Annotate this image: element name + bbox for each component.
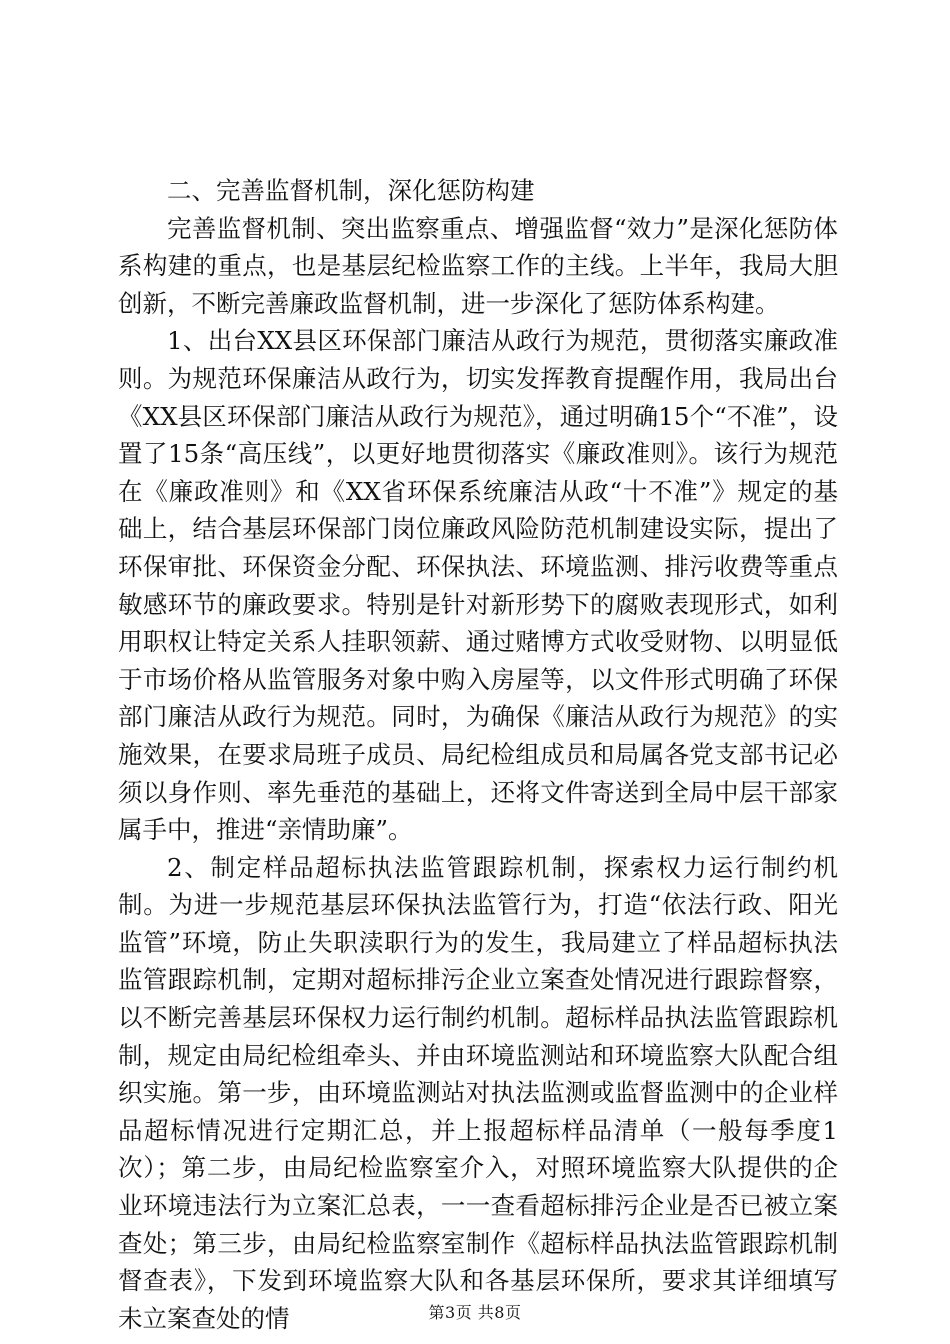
section-heading: 二、完善监督机制，深化惩防构建 [167,176,535,205]
paragraph-item-1: 1、出台XX县区环保部门廉洁从政行为规范，贯彻落实廉政准则。为规范环保廉洁从政行为，切实发挥教育提醒作用，我局出台《XX县区环保部门廉洁从政行为规范》，通过明确15个“不准”，设置了15条“高压线”，以更好地贯彻落实《廉政准则》。该行为规范在《廉政准则》和《XX省环保系统廉洁从政“十不准”》规定的基础上，结合基层环保部门岗位廉政风险防范机制建设实际，提出了环保审批、环保资金分配、环保执法、环境监测、排污收费等重点敏感环节的廉政要求。特别是针对新形势下的腐败表现形式，如利用职权让特定关系人挂职领薪、通过赌博方式收受财物、以明显低于市场价格从监管服务对象中购入房屋等，以文件形式明确了环保部门廉洁从政行为规范。同时，为确保《廉洁从政行为规范》的实施效果，在要求局班子成员、局纪检组成员和局属各党支部书记必须以身作则、率先垂范的基础上，还将文件寄送到全局中层干部家属手中，推进“亲情助廉”。 [118,326,838,845]
paragraph-intro: 完善监督机制、突出监察重点、增强监督“效力”是深化惩防体系构建的重点，也是基层纪检监察工作的主线。上半年，我局大胆创新，不断完善廉政监督机制，进一步深化了惩防体系构建。 [118,213,838,318]
page-footer: 第3页 共8页 [428,1303,522,1322]
paragraph-item-2: 2、制定样品超标执法监管跟踪机制，探索权力运行制约机制。为进一步规范基层环保执法监管行为，打造“依法行政、阳光监管”环境，防止失职渎职行为的发生，我局建立了样品超标执法监管跟踪机制，定期对超标排污企业立案查处情况进行跟踪督察，以不断完善基层环保权力运行制约机制。超标样品执法监管跟踪机制，规定由局纪检组牵头、并由环境监测站和环境监察大队配合组织实施。第一步，由环境监测站对执法监测或监督监测中的企业样品超标情况进行定期汇总，并上报超标样品清单（一般每季度1次）；第二步，由局纪检监察室介入，对照环境监察大队提供的企业环境违法行为立案汇总表，一一查看超标排污企业是否已被立案查处；第三步，由局纪检监察室制作《超标样品执法监管跟踪机制督查表》，下发到环境监察大队和各基层环保所，要求其详细填写未立案查处的情 [118,852,838,1333]
document-body [118,172,838,1337]
